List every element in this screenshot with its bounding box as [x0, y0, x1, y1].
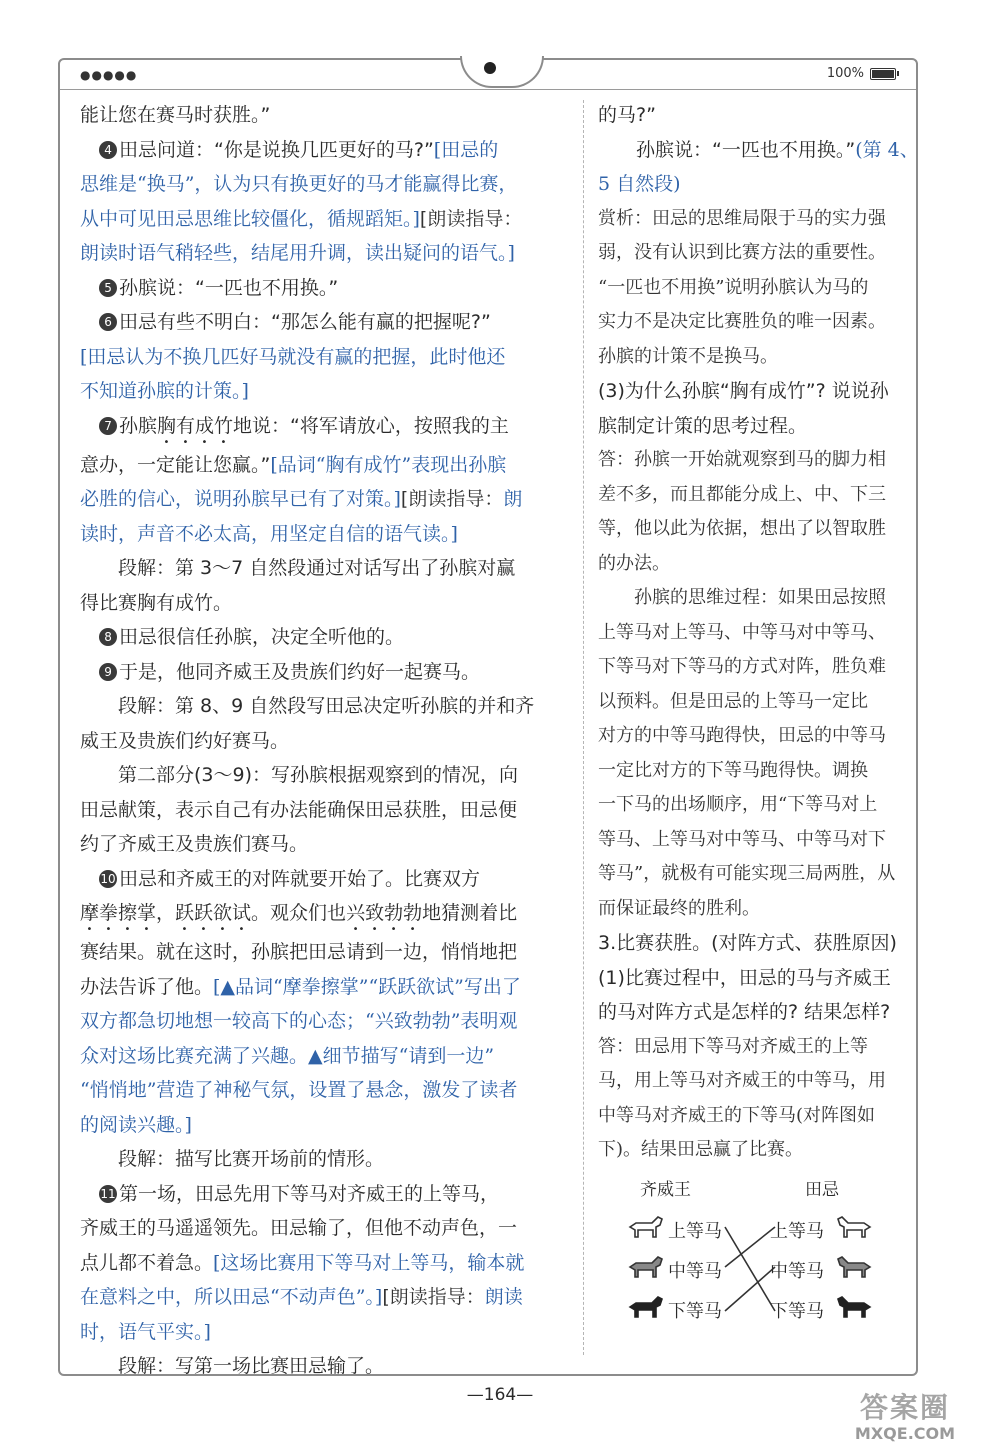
page-number: —164—	[466, 1385, 534, 1405]
annotation-line: 朗读时语气稍轻些，结尾用升调，读出疑问的语气。]	[80, 242, 515, 264]
text-line: 赛结果。就在这时，孙膑把田忌请到一边，悄悄地把	[80, 941, 518, 963]
question-heading: 3.比赛获胜。(对阵方式、获胜原因)	[598, 932, 897, 954]
matchup-diagram	[620, 1175, 910, 1335]
question-line: 膑制定计策的思考过程。	[598, 414, 808, 437]
text-line: 得比赛胸有成竹。	[80, 591, 233, 614]
text-line: 办法告诉了他。[▲品词“摩拳擦掌”“跃跃欲试”写出了	[80, 975, 521, 998]
paragraph-number: 8	[99, 628, 117, 646]
diagram-left-title: 齐威王	[640, 1180, 691, 1200]
answer-line: 上等马对上等马、中等马对中等马、	[598, 621, 886, 643]
text-line: 意办，一定能让您赢。”[品词“胸有成竹”表现出孙膑	[80, 453, 507, 476]
text-line: 孙膑说：“一匹也不用换。”(第 4、	[636, 138, 919, 161]
paragraph-5: 5 孙膑说：“一匹也不用换。”	[80, 271, 568, 306]
horse-icon	[834, 1293, 874, 1323]
horse-icon	[834, 1213, 874, 1243]
annotation-line: 读时，声音不必太高，用坚定自信的语气读。]	[80, 522, 458, 545]
right-rank-label: 上等马	[770, 1221, 824, 1242]
left-rank-label: 中等马	[668, 1261, 722, 1282]
answer-line: 马，用上等马对齐威王的中等马，用	[598, 1070, 886, 1091]
paragraph-10: 10 田忌和齐威王的对阵就要开始了。比赛双方	[100, 867, 481, 890]
annotation-line: [田忌认为不换几匹好马就没有赢的把握，此时他还	[80, 345, 506, 368]
paragraph-number: 6	[99, 313, 117, 331]
signal-icon: ●●●●●	[80, 68, 138, 82]
annotation-line: 不知道孙膑的计策。]	[80, 380, 249, 402]
answer-line: 下等马对下等马的方式对阵，胜负难	[598, 656, 886, 677]
section-analysis: 段解：第 3～7 自然段通过对话写出了孙膑对赢	[118, 557, 516, 579]
analysis-line: 孙膑的计策不是换马。	[598, 345, 778, 367]
annotation-line: 5 自然段)	[598, 173, 681, 195]
annotation-line: 必胜的信心，说明孙膑早已有了对策。][朗读指导：朗	[80, 488, 523, 510]
question-line: (1)比赛过程中，田忌的马与齐威王	[598, 966, 891, 989]
annotation-line: 双方都急切地想一较高下的心态；“兴致勃勃”表明观	[80, 1010, 518, 1032]
paragraph-number: 4	[99, 141, 117, 159]
answer-line: 的办法。	[598, 552, 670, 574]
horse-icon	[834, 1253, 874, 1283]
analysis-line: 实力不是决定比赛胜负的唯一因素。	[598, 311, 886, 332]
answer-line: 而保证最终的胜利。	[598, 897, 760, 919]
answer-line: 孙膑的思维过程：如果田忌按照	[634, 587, 886, 608]
battery-indicator	[827, 66, 896, 81]
paragraph-7: 7 孙膑胸有成竹地说：“将军请放心，按照我的主	[80, 409, 568, 448]
paragraph-number: 7	[99, 417, 117, 435]
paragraph-8: 8 田忌很信任孙膑，决定全听他的。	[80, 620, 568, 655]
answer-line: 差不多，而且都能分成上、中、下三	[598, 483, 886, 505]
analysis-line: 赏析：田忌的思维局限于马的实力强	[598, 207, 886, 229]
analysis-line: 弱，没有认识到比赛方法的重要性。	[598, 242, 886, 263]
annotation-line: 思维是“换马”，认为只有换更好的马才能赢得比赛，	[80, 173, 518, 195]
answer-line: 以预料。但是田忌的上等马一定比	[598, 690, 868, 712]
annotation-line: 众对这场比赛充满了兴趣。▲细节描写“请到一边”	[80, 1044, 495, 1067]
paragraph-11: 11 第一场，田忌先用下等马对齐威王的上等马，	[100, 1182, 500, 1205]
answer-line: 一定比对方的下等马跑得快。调换	[598, 759, 868, 781]
paragraph-number: 9	[99, 663, 117, 681]
paragraph-number: 5	[99, 279, 117, 297]
answer-line: 等马”，就极有可能实现三局两胜，从	[598, 863, 896, 884]
part-summary: 第二部分(3～9)：写孙膑根据观察到的情况，向	[118, 764, 519, 786]
horse-icon	[626, 1213, 666, 1243]
text-line: 约了齐威王及贵族们赛马。	[80, 833, 309, 855]
paragraph-9: 9 于是，他同齐威王及贵族们约好一起赛马。	[80, 655, 568, 690]
section-analysis: 段解：写第一场比赛田忌输了。	[118, 1355, 385, 1377]
text-line: 能让您在赛马时获胜。”	[80, 104, 271, 126]
answer-line: 等，他以此为依据，想出了以智取胜	[598, 518, 886, 539]
answer-line: 一下马的出场顺序，用“下等马对上	[598, 794, 878, 815]
answer-line: 答：田忌用下等马对齐威王的上等	[598, 1035, 868, 1057]
right-column	[598, 98, 919, 1168]
annotation-line: 时，语气平实。]	[80, 1320, 211, 1343]
text-line: 威王及贵族们约好赛马。	[80, 729, 290, 752]
left-rank-label: 上等马	[668, 1221, 722, 1242]
text-line: 的马?”	[598, 104, 656, 126]
question-line: 的马对阵方式是怎样的? 结果怎样?	[598, 1001, 891, 1023]
battery-icon	[870, 68, 896, 80]
battery-percent: 100%	[826, 66, 864, 81]
left-rank-label: 下等马	[668, 1301, 722, 1322]
answer-line: 答：孙膑一开始就观察到马的脚力相	[598, 449, 886, 470]
paragraph-number: 10	[100, 871, 116, 886]
watermark	[830, 1391, 980, 1447]
annotation-line: 在意料之中，所以田忌“不动声色”。][朗读指导：朗读	[80, 1286, 523, 1308]
horse-icon	[626, 1253, 666, 1283]
section-analysis: 段解：第 8、9 自然段写田忌决定听孙膑的并和齐	[118, 695, 535, 717]
analysis-line: “一匹也不用换”说明孙膑认为马的	[598, 276, 869, 298]
text-line: 点儿都不着急。[这场比赛用下等马对上等马，输本就	[80, 1251, 525, 1274]
answer-line: 等马、上等马对中等马、中等马对下	[598, 828, 886, 850]
section-analysis: 段解：描写比赛开场前的情形。	[118, 1148, 385, 1170]
paragraph-4: 4 田忌问道：“你是说换几匹更好的马?”[田忌的	[80, 133, 568, 168]
annotation-line: “悄悄地”营造了神秘气氛，设置了悬念，激发了读者	[80, 1079, 518, 1101]
question-line: (3)为什么孙膑“胸有成竹”? 说说孙	[598, 380, 889, 402]
text-line: 摩拳擦掌，跃跃欲试。观众们也兴致勃勃地猜测着比	[80, 902, 518, 924]
left-column	[80, 98, 568, 1384]
watermark-url: MXQE.COM	[854, 1424, 956, 1443]
camera-icon	[484, 62, 496, 74]
right-rank-label: 下等马	[770, 1301, 824, 1322]
paragraph-6: 6 田忌有些不明白：“那怎么能有赢的把握呢?”	[80, 305, 568, 340]
column-divider	[583, 100, 584, 1355]
answer-line: 下)。结果田忌赢了比赛。	[598, 1139, 804, 1160]
text-line: 齐威王的马遥遥领先。田忌输了，但他不动声色，一	[80, 1217, 518, 1239]
paragraph-number: 11	[100, 1186, 116, 1201]
annotation-line: 的阅读兴趣。]	[80, 1113, 192, 1136]
horse-icon	[626, 1293, 666, 1323]
text-line: 田忌献策，表示自己有办法能确保田忌获胜，田忌便	[80, 798, 518, 821]
answer-line: 中等马对齐威王的下等马(对阵图如	[598, 1104, 876, 1126]
answer-line: 对方的中等马跑得快，田忌的中等马	[598, 725, 886, 746]
right-rank-label: 中等马	[770, 1261, 824, 1282]
annotation-line: 从中可见田忌思维比较僵化，循规蹈矩。][朗读指导：	[80, 207, 523, 230]
watermark-logo-text: 答案圈	[859, 1391, 950, 1424]
diagram-right-title: 田忌	[805, 1180, 839, 1200]
